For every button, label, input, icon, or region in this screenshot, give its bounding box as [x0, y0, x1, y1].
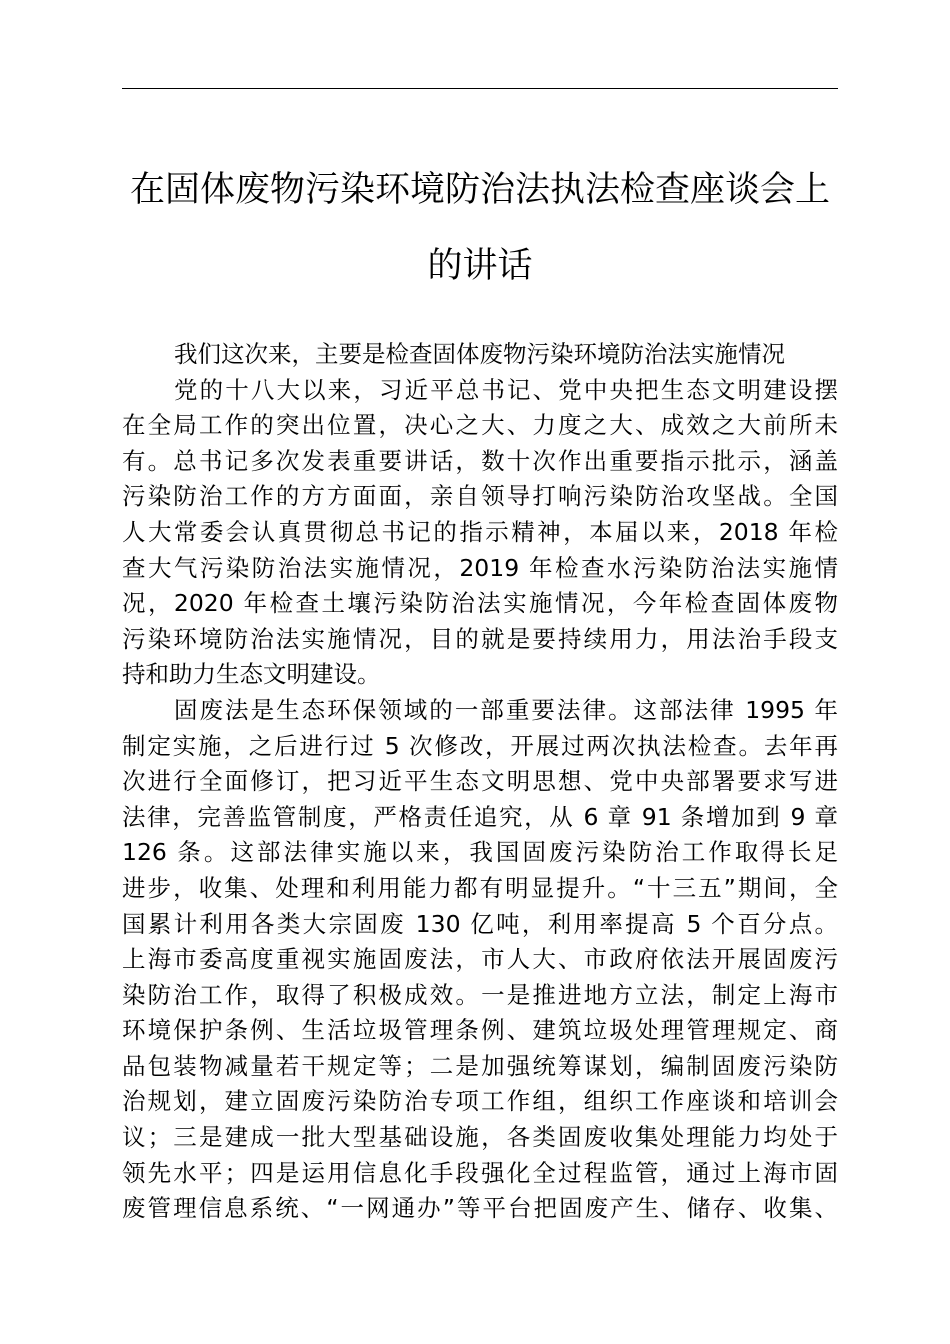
- text-line: 上海市委高度重视实施固废法，市人大、市政府依法开展固废污: [122, 945, 838, 974]
- text-line: 有。总书记多次发表重要讲话，数十次作出重要指示批示，涵盖: [122, 446, 838, 475]
- text-line: 废管理信息系统、“一网通办”等平台把固废产生、储存、收集、: [122, 1194, 838, 1223]
- text-line: 品包装物减量若干规定等；二是加强统筹谋划，编制固废污染防: [122, 1051, 838, 1080]
- text-line: 环境保护条例、生活垃圾管理条例、建筑垃圾处理管理规定、商: [122, 1016, 838, 1045]
- text-line: 次进行全面修订，把习近平生态文明思想、党中央部署要求写进: [122, 767, 838, 796]
- paragraph-1: [122, 337, 838, 373]
- text-line: 持和助力生态文明建设。: [122, 660, 381, 689]
- paragraph-3: [122, 693, 838, 1227]
- text-line: 治规划，建立固废污染防治专项工作组，组织工作座谈和培训会: [122, 1087, 838, 1116]
- text-line: 法律，完善监管制度，严格责任追究，从 6 章 91 条增加到 9 章: [122, 802, 838, 831]
- text-line: 议；三是建成一批大型基础设施，各类固废收集处理能力均处于: [122, 1123, 838, 1152]
- text-line: 况，2020 年检查土壤污染防治法实施情况，今年检查固体废物: [122, 589, 838, 618]
- text-line: 制定实施，之后进行过 5 次修改，开展过两次执法检查。去年再: [122, 731, 838, 760]
- text-line: 126 条。这部法律实施以来，我国固废污染防治工作取得长足: [122, 838, 838, 867]
- text-line: 人大常委会认真贯彻总书记的指示精神，本届以来，2018 年检: [122, 517, 838, 546]
- text-line: 国累计利用各类大宗固废 130 亿吨，利用率提高 5 个百分点。: [122, 909, 838, 938]
- header-rule: [122, 88, 838, 89]
- text-line: 党的十八大以来，习近平总书记、党中央把生态文明建设摆: [174, 375, 838, 404]
- text-line: 查大气污染防治法实施情况，2019 年检查水污染防治法实施情: [122, 553, 838, 582]
- text-line: 污染环境防治法实施情况，目的就是要持续用力，用法治手段支: [122, 624, 838, 653]
- text-line: 进步，收集、处理和利用能力都有明显提升。“十三五”期间，全: [122, 873, 838, 902]
- text-line: 固废法是生态环保领域的一部重要法律。这部法律 1995 年: [174, 695, 838, 724]
- paragraph-2: [122, 373, 838, 693]
- text-line: 污染防治工作的方方面面，亲自领导打响污染防治攻坚战。全国: [122, 482, 838, 511]
- title-line-2: 的讲话: [427, 246, 533, 286]
- text-line: 我们这次来，主要是检查固体废物污染环境防治法实施情况: [174, 340, 785, 368]
- document-title: [110, 170, 850, 286]
- text-line: 领先水平；四是运用信息化手段强化全过程监管，通过上海市固: [122, 1158, 838, 1187]
- document-body: [122, 337, 838, 1227]
- text-line: 在全局工作的突出位置，决心之大、力度之大、成效之大前所未: [122, 411, 838, 440]
- text-line: 染防治工作，取得了积极成效。一是推进地方立法，制定上海市: [122, 980, 838, 1009]
- title-line-1: 在固体废物污染环境防治法执法检查座谈会上: [129, 170, 830, 210]
